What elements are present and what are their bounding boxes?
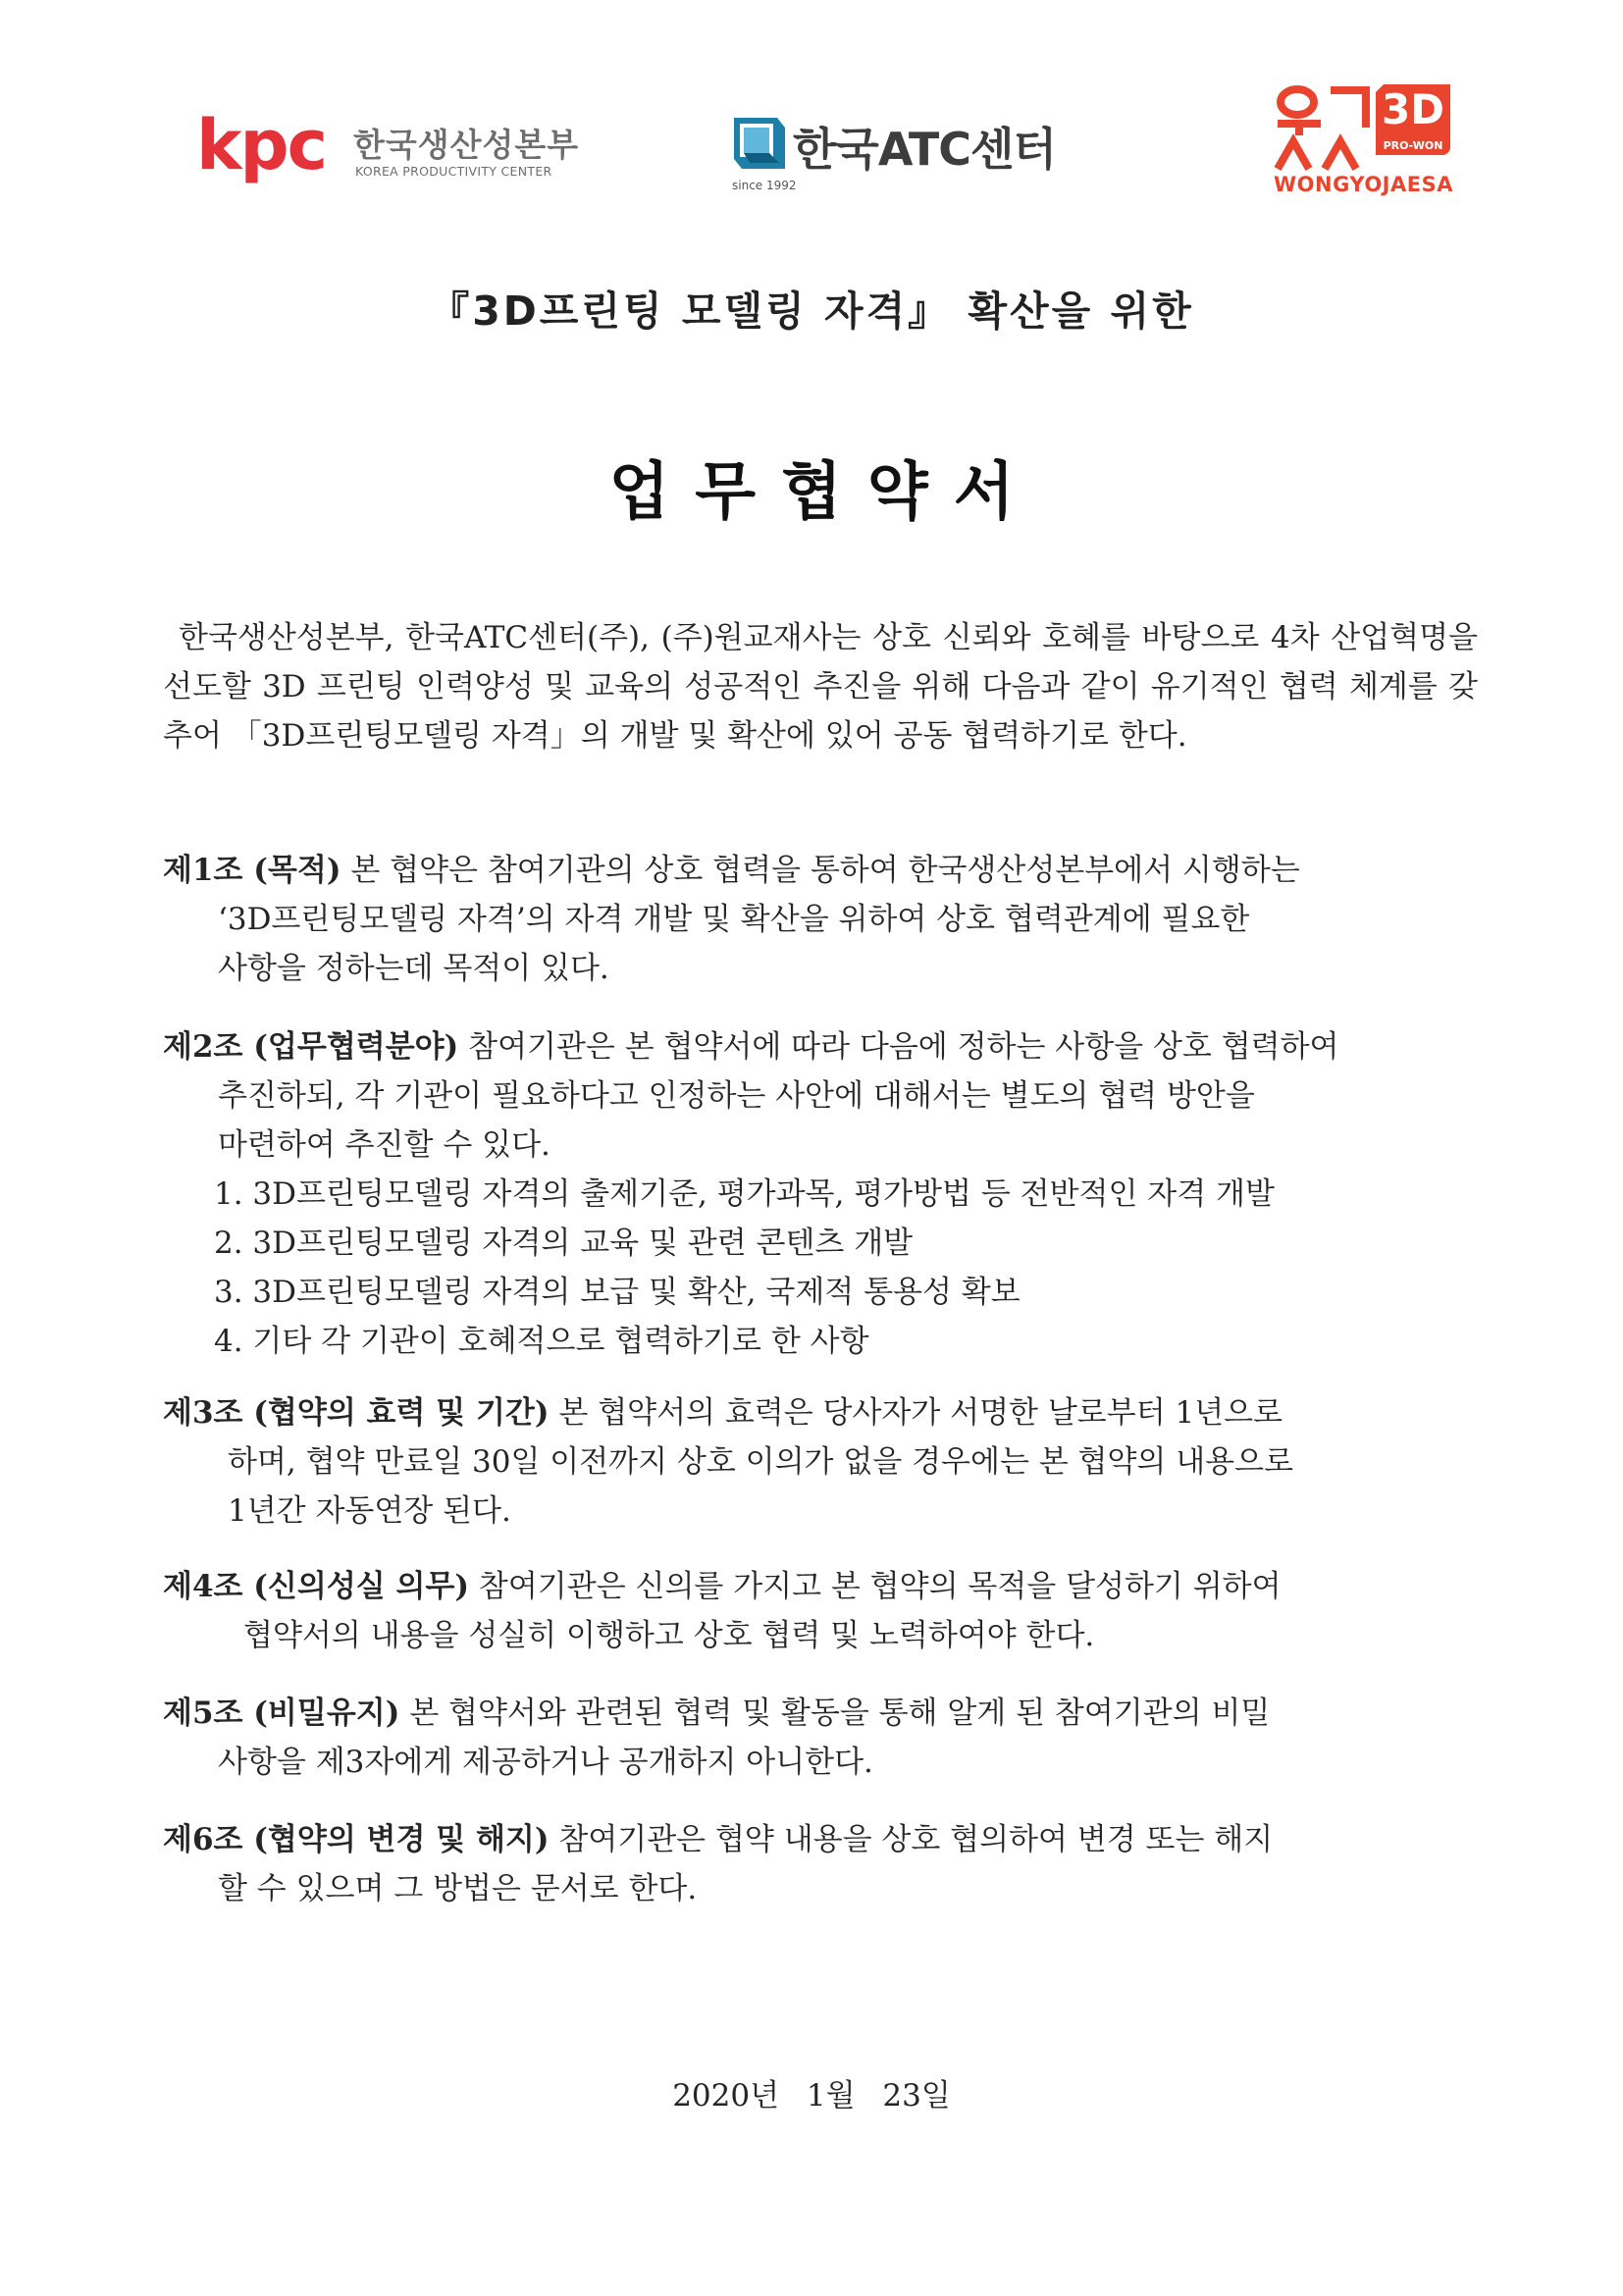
article-line: 사항을 정하는데 목적이 있다. <box>218 951 609 986</box>
document-title: 업무협약서 <box>608 456 1040 529</box>
wongyojaesa-3d-badge <box>1376 84 1450 139</box>
article-line: 본 협약서와 관련된 협력 및 활동을 통해 알게 된 참여기관의 비밀 <box>399 1696 1271 1731</box>
article-line: 참여기관은 협약 내용을 상호 협의하여 변경 또는 해지 <box>549 1822 1274 1857</box>
article-line: 하며, 협약 만료일 30일 이전까지 상호 이의가 없을 경우에는 본 협약의 내용으로 <box>228 1444 1294 1480</box>
article-1 <box>163 846 1478 993</box>
list-item: 3. 3D프린팅모델링 자격의 보급 및 확산, 국제적 통용성 확보 <box>214 1275 1021 1310</box>
article-line: 본 협약은 참여기관의 상호 협력을 통하여 한국생산성본부에서 시행하는 <box>340 853 1300 888</box>
wongyojaesa-3d-text: 3D <box>1381 85 1445 133</box>
article-line: 마련하여 추진할 수 있다. <box>218 1127 550 1163</box>
article-6 <box>163 1815 1478 1913</box>
wongyojaesa-logo-mark <box>1274 84 1376 173</box>
kpc-logo-title: 한국생산성본부 <box>353 126 580 164</box>
article-heading: 제1조 (목적) <box>163 853 341 888</box>
wongyojaesa-logo <box>1274 84 1460 200</box>
article-heading: 제6조 (협약의 변경 및 해지) <box>163 1822 550 1857</box>
article-heading: 제5조 (비밀유지) <box>163 1696 400 1731</box>
article-line: 협약서의 내용을 성실히 이행하고 상호 협력 및 노력하여야 한다. <box>243 1618 1095 1653</box>
kpc-logo-subtitle: KOREA PRODUCTIVITY CENTER <box>355 164 552 179</box>
kpc-logo-letters: kpc <box>196 110 327 185</box>
atc-logo-since: since 1992 <box>732 179 797 192</box>
article-3 <box>163 1388 1478 1536</box>
article-2 <box>163 1022 1478 1366</box>
wongyojaesa-prowon: PRO-WON <box>1376 137 1450 155</box>
list-item: 4. 기타 각 기관이 호혜적으로 협력하기로 한 사항 <box>214 1324 869 1359</box>
article-4 <box>163 1562 1478 1660</box>
atc-logo <box>726 110 1060 198</box>
article-line: 추진하되, 각 기관이 필요하다고 인정하는 사안에 대해서는 별도의 협력 방안을 <box>218 1078 1255 1114</box>
article-heading: 제3조 (협약의 효력 및 기간) <box>163 1395 550 1431</box>
article-heading: 제4조 (신의성실 의무) <box>163 1569 470 1604</box>
article-line: 본 협약서의 효력은 당사자가 서명한 날로부터 1년으로 <box>549 1395 1283 1431</box>
kpc-logo-mark <box>196 110 343 188</box>
article-line: 사항을 제3자에게 제공하거나 공개하지 아니한다. <box>218 1745 873 1780</box>
article-heading: 제2조 (업무협력분야) <box>163 1029 459 1065</box>
list-item: 1. 3D프린팅모델링 자격의 출제기준, 평가과목, 평가방법 등 전반적인 자격 개발 <box>214 1176 1275 1212</box>
kpc-logo <box>196 110 580 196</box>
document-subtitle: 『3D프린팅 모델링 자격』 확산을 위한 <box>429 287 1194 335</box>
signing-date: 2020년 1월 23일 <box>672 2078 951 2113</box>
article-line: 할 수 있으며 그 방법은 문서로 한다. <box>218 1871 698 1906</box>
article-line: 1년간 자동연장 된다. <box>228 1493 511 1529</box>
list-item: 2. 3D프린팅모델링 자격의 교육 및 관련 콘텐츠 개발 <box>214 1226 914 1261</box>
article-line: 참여기관은 본 협약서에 따라 다음에 정하는 사항을 상호 협력하여 <box>458 1029 1339 1065</box>
wongyojaesa-name: WONGYOJAESA <box>1274 173 1453 196</box>
article-2-items <box>214 1170 1478 1366</box>
article-line: 참여기관은 신의를 가지고 본 협약의 목적을 달성하기 위하여 <box>469 1569 1282 1604</box>
article-line: ‘3D프린팅모델링 자격’의 자격 개발 및 확산을 위하여 상호 협력관계에 필요한 <box>218 902 1250 937</box>
atc-logo-mark <box>730 114 789 175</box>
atc-logo-title: 한국ATC센터 <box>793 123 1056 176</box>
intro-paragraph: 한국생산성본부, 한국ATC센터(주), (주)원교재사는 상호 신뢰와 호혜를 바탕으로 4차 산업혁명을 선도할 3D 프린팅 인력양성 및 교육의 성공적인 추진을 위해 다음과 같이 유기적인 협력 체계를 갖추어 「3D프린팅모델링 자격」의 개발 및 확산에 있어 공동 협력하기로 한다. <box>163 620 1478 754</box>
article-5 <box>163 1689 1478 1787</box>
